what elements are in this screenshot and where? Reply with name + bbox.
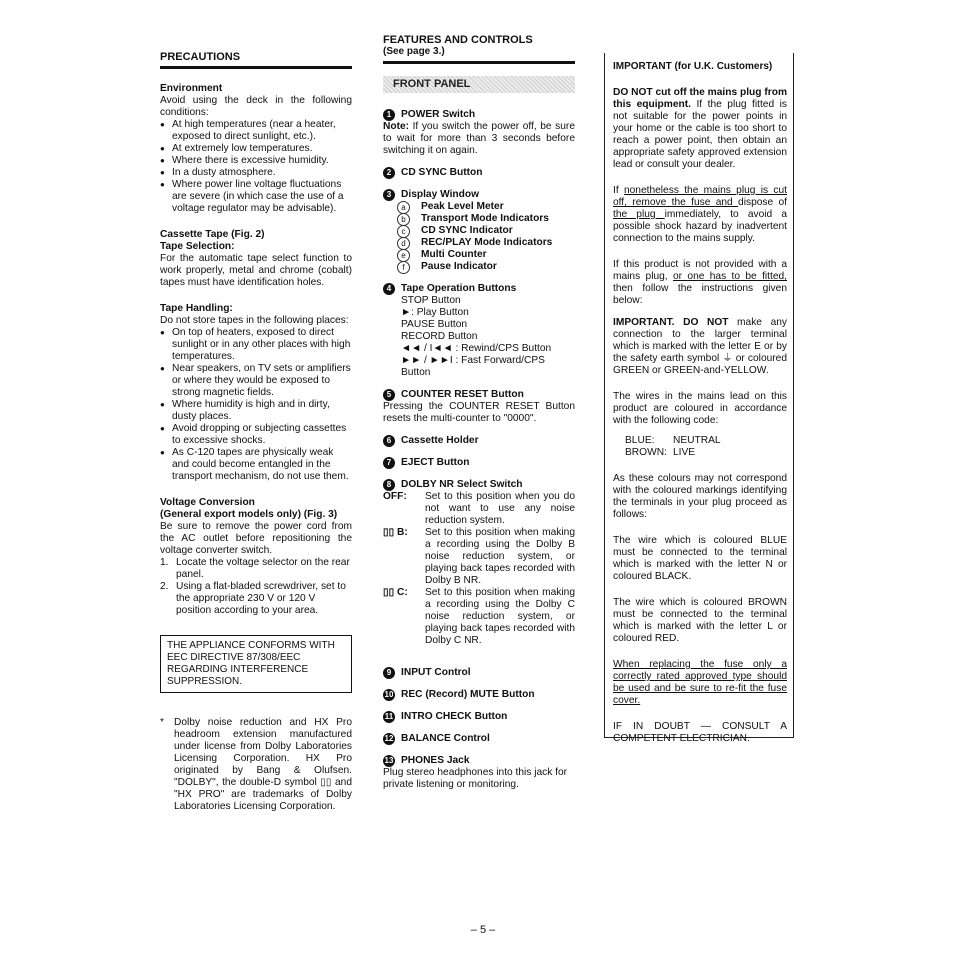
sub-item-label: Pause Indicator (421, 261, 497, 272)
step-text: Using a flat-bladed screwdriver, set to the appropriate 230 V or 120 V position according to your area. (176, 581, 346, 616)
number-badge: 1 (383, 109, 395, 121)
body-text: then follow the instructions given below: (613, 283, 787, 306)
number-badge: 3 (383, 189, 395, 201)
uk-paragraph: The wires in the mains lead on this product are coloured in accordance with the following code: (613, 391, 787, 426)
body-text: If the plug fitted is not suitable for the power points in your home or the cable is too short to reach a power point, then obtain an appropriate safety approved extension lead or consult your dealer. (613, 99, 787, 170)
footnote-text: Dolby noise reduction and HX Pro headroom extension manufactured under license from Dolby Laboratories Licensing Corporation. HX Pro originated by Bang & Olufsen. "DOLBY", the double-D symbol ▯▯ and "HX PRO" are trademarks of Dolby Laboratories Licensing Corporation. (174, 717, 352, 812)
feature-title: DOLBY NR Select Switch (401, 479, 523, 490)
body-text: If (613, 185, 624, 196)
body-text: If this product is not provided with a mains plug, (613, 259, 787, 282)
environment-list (160, 119, 352, 215)
tape-button-line: ►: Play Button (401, 307, 469, 318)
dolby-footnote (160, 717, 352, 813)
display-sub-item (383, 213, 575, 225)
option-key: ▯▯ B: (383, 527, 408, 538)
tape-button-line: STOP Button (401, 295, 461, 306)
number-badge: 11 (384, 712, 394, 721)
sub-item-label: Peak Level Meter (421, 201, 504, 212)
list-item: ● Near speakers, on TV sets or amplifiers or where they would be exposed to strong magnetic fields. (160, 363, 352, 399)
list-item: ● Where power line voltage fluctuations are severe (in which case the use of a voltage regulator may be advisable). (160, 179, 352, 215)
feature-title: CD SYNC Button (401, 167, 483, 178)
bold-text: DO NOT cut off the mains plug from this equipment. (613, 87, 787, 110)
features-title: FEATURES AND CONTROLS (383, 34, 533, 46)
uk-paragraph (613, 87, 787, 171)
list-item: ● Avoid dropping or subjecting cassettes to excessive shocks. (160, 423, 352, 447)
underlined-text: the plug (613, 209, 665, 220)
list-item: ● At high temperatures (near a heater, exposed to direct sunlight, etc.). (160, 119, 352, 143)
option-key: OFF: (383, 491, 407, 502)
letter-badge: c (397, 225, 410, 238)
number-badge: 5 (383, 389, 395, 401)
uk-paragraph (613, 185, 787, 245)
list-item: ● On top of heaters, exposed to direct sunlight or in any other places with high temperatures. (160, 327, 352, 363)
number-badge: 10 (384, 690, 394, 699)
option-key: ▯▯ C: (383, 587, 408, 598)
number-badge: 8 (383, 479, 395, 491)
feature-title: PHONES Jack (401, 755, 470, 766)
letter-badge: a (397, 201, 410, 214)
code-value: NEUTRAL (673, 435, 721, 446)
underlined-text: nonetheless the mains plug is cut off, remove the fuse and (613, 185, 787, 208)
feature-title: COUNTER RESET Button (401, 389, 524, 400)
uk-important-box (604, 53, 794, 744)
voltage-subheading: (General export models only) (Fig. 3) (160, 509, 338, 520)
tape-selection-text: For the automatic tape select function to work properly, metal and chrome (cobalt) tapes must have identification holes. (160, 253, 352, 288)
sub-item-label: CD SYNC Indicator (421, 225, 513, 236)
step-number: 2. (160, 581, 169, 592)
option-text: Set to this position when you do not want to use any noise reduction system. (425, 491, 575, 526)
uk-paragraph: When replacing the fuse only a correctly rated approved type should be used and be sure to re-fit the fuse cover. (613, 659, 787, 706)
letter-badge: f (397, 261, 410, 274)
tape-button-line: RECORD Button (401, 331, 478, 342)
letter-badge: d (397, 237, 410, 250)
feature-title: Tape Operation Buttons (401, 283, 517, 294)
uk-important-title: IMPORTANT (for U.K. Customers) (613, 61, 773, 72)
option-text: Set to this position when making a recording using the Dolby C noise reduction system, or playing back tapes recorded with Dolby C NR. (425, 587, 575, 646)
title-rule (160, 66, 352, 69)
feature-title: Display Window (401, 189, 480, 200)
list-item: ● Where humidity is high and in dirty, dusty places. (160, 399, 352, 423)
feature-power-switch (383, 109, 575, 121)
body-text: make any connection to the larger terminal which is marked with the letter E or by the safety earth symbol ⏚ or coloured GREEN or GREEN-and-YELLOW. (613, 317, 787, 376)
number-badge: 7 (383, 457, 395, 469)
front-panel-banner: FRONT PANEL (383, 76, 575, 93)
tape-handling-heading: Tape Handling: (160, 303, 233, 314)
feature-title: INPUT Control (401, 667, 471, 678)
display-sub-item (383, 261, 575, 273)
letter-badge: e (397, 249, 410, 262)
wire-colour-codes (625, 435, 787, 459)
display-sub-item (383, 237, 575, 249)
list-item: ● At extremely low temperatures. (160, 143, 352, 155)
environment-intro: Avoid using the deck in the following conditions: (160, 95, 352, 118)
feature-title: REC (Record) MUTE Button (401, 689, 535, 700)
display-sub-item (383, 249, 575, 261)
counter-reset-text: Pressing the COUNTER RESET Button resets the multi-counter to "0000". (383, 401, 575, 424)
bold-text: IMPORTANT. DO NOT (613, 317, 729, 328)
body-text: immediately, to avoid a possible shock hazard by inadvertent connection to the mains supply. (613, 209, 787, 244)
feature-rec-mute-button (383, 689, 575, 701)
number-badge: 4 (383, 283, 395, 295)
voltage-text: Be sure to remove the power cord from the AC outlet before repositioning the voltage converter switch. (160, 521, 352, 556)
number-badge: 9 (383, 667, 395, 679)
letter-badge: b (397, 213, 410, 226)
number-badge: 6 (383, 435, 395, 447)
code-row (625, 435, 787, 447)
power-note (383, 121, 575, 157)
voltage-steps (160, 557, 352, 617)
tape-handling-list (160, 327, 352, 483)
feature-eject-button (383, 457, 575, 469)
uk-paragraph: IF IN DOUBT — CONSULT A COMPETENT ELECTRICIAN. (613, 721, 787, 744)
environment-heading: Environment (160, 83, 223, 94)
list-item: ● In a dusty atmosphere. (160, 167, 352, 179)
code-key: BLUE: (625, 435, 655, 446)
number-badge: 12 (384, 734, 394, 743)
feature-input-control (383, 667, 575, 679)
feature-counter-reset-button (383, 389, 575, 401)
feature-cassette-holder (383, 435, 575, 447)
feature-title: Cassette Holder (401, 435, 479, 446)
note-text: If you switch the power off, be sure to wait for more than 3 seconds before switching it on again. (383, 121, 575, 156)
precautions-title: PRECAUTIONS (160, 51, 241, 63)
dolby-option-row (383, 527, 575, 587)
feature-title: INTRO CHECK Button (401, 711, 508, 722)
feature-phones-jack (383, 755, 575, 767)
feature-balance-control (383, 733, 575, 745)
feature-title: POWER Switch (401, 109, 476, 120)
display-sub-item (383, 225, 575, 237)
tape-button-line: PAUSE Button (401, 319, 468, 330)
number-badge: 2 (383, 167, 395, 179)
list-item (160, 581, 352, 617)
dolby-option-row (383, 587, 575, 647)
sub-item-label: Transport Mode Indicators (421, 213, 549, 224)
feature-title: BALANCE Control (401, 733, 490, 744)
number-badge: 13 (384, 756, 394, 765)
list-item: ● As C-120 tapes are physically weak and could become entangled in the transport mechanism, do not use them. (160, 447, 352, 483)
option-text: Set to this position when making a recording using the Dolby B noise reduction system, or playing back tapes recorded with Dolby B NR. (425, 527, 575, 586)
feature-title: EJECT Button (401, 457, 470, 468)
tape-selection-heading: Tape Selection: (160, 241, 235, 252)
phones-text: Plug stereo headphones into this jack for private listening or monitoring. (383, 767, 568, 790)
list-item: ● Where there is excessive humidity. (160, 155, 352, 167)
voltage-heading: Voltage Conversion (160, 497, 255, 508)
tape-button-line: ◄◄ / I◄◄ : Rewind/CPS Button (401, 343, 552, 354)
cassette-heading: Cassette Tape (Fig. 2) (160, 229, 265, 240)
features-column (383, 34, 575, 791)
code-key: BROWN: (625, 447, 667, 458)
precautions-column (160, 34, 352, 813)
sub-item-label: Multi Counter (421, 249, 487, 260)
eec-conformity-box: THE APPLIANCE CONFORMS WITH EEC DIRECTIVE 87/308/EEC REGARDING INTERFERENCE SUPPRESSION. (160, 635, 352, 693)
uk-paragraph: As these colours may not correspond with the coloured markings identifying the terminals in your plug proceed as follows: (613, 473, 787, 520)
feature-dolby-nr-switch (383, 479, 575, 491)
tape-button-line: ►► / ►►I : Fast Forward/CPS Button (401, 355, 545, 378)
step-number: 1. (160, 557, 169, 568)
tape-handling-intro: Do not store tapes in the following places: (160, 315, 349, 326)
feature-cd-sync-button (383, 167, 575, 179)
code-row (625, 447, 787, 459)
title-rule (383, 61, 575, 64)
footnote-star: * (160, 717, 164, 728)
step-text: Locate the voltage selector on the rear panel. (176, 557, 350, 580)
feature-tape-operation-buttons (383, 283, 575, 295)
uk-paragraph (613, 317, 787, 377)
dolby-option-row (383, 491, 575, 527)
list-item (160, 557, 352, 581)
page-number: – 5 – (470, 924, 496, 936)
feature-display-window (383, 189, 575, 201)
underlined-text: or one has to be fitted, (672, 271, 787, 282)
uk-paragraph: The wire which is coloured BROWN must be connected to the terminal which is marked with the letter L or coloured RED. (613, 597, 787, 644)
note-label: Note: (383, 121, 410, 132)
code-value: LIVE (673, 447, 696, 458)
feature-intro-check-button (383, 711, 575, 723)
uk-paragraph: The wire which is coloured BLUE must be connected to the terminal which is marked with the letter N or coloured BLACK. (613, 535, 787, 582)
uk-paragraph (613, 259, 787, 307)
features-subtitle: (See page 3.) (383, 46, 445, 57)
display-sub-item (383, 201, 575, 213)
body-text: dispose of (738, 197, 787, 208)
sub-item-label: REC/PLAY Mode Indicators (421, 237, 553, 248)
